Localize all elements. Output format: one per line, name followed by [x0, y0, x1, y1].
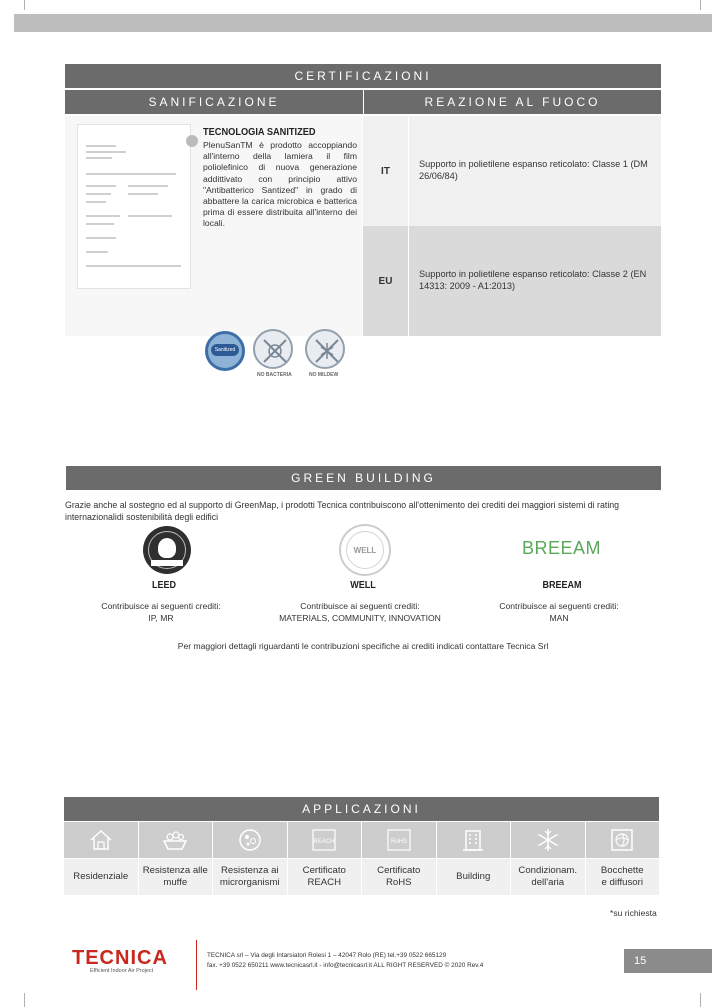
application-label-diffusers: Bocchette e diffusori [586, 859, 660, 895]
snowflake-icon [511, 822, 586, 858]
diffuser-icon [586, 822, 660, 858]
certifications-section [65, 64, 661, 378]
applications-label-row [64, 859, 659, 895]
on-request-note: *su richiesta [610, 908, 657, 918]
leed-credits [61, 600, 261, 624]
fire-row-description: Supporto in polietilene espanso reticolato: Classe 2 (EN 14313: 2009 - A1:2013) [419, 269, 647, 291]
leed-logo-icon [143, 526, 191, 574]
building-icon [437, 822, 512, 858]
breeam-name: BREEAM [542, 580, 582, 591]
certifications-title: CERTIFICAZIONI [65, 64, 661, 88]
rohs-icon-text: RoHS [390, 839, 407, 845]
applications-icon-row [64, 822, 659, 858]
green-building-footnote: Per maggiori dettagli riguardanti le contribuzioni specifiche ai crediti indicati contattare Tecnica Srl [177, 641, 549, 651]
reach-icon [288, 822, 363, 858]
crop-mark [24, 993, 25, 1007]
no-bacteria-icon [253, 329, 293, 369]
crop-mark [700, 993, 701, 1007]
breeam-logo: BREEAM [522, 538, 602, 558]
applications-title: APPLICAZIONI [64, 797, 659, 821]
application-label-rohs: Certificato RoHS [362, 859, 437, 895]
fire-row-description: Supporto in polietilene espanso reticolato: Classe 1 (DM 26/06/84) [419, 159, 648, 181]
well-logo-icon [339, 524, 391, 576]
mold-icon [139, 822, 214, 858]
credits-label: Contribuisce ai seguenti crediti: [499, 601, 619, 611]
crop-mark [24, 0, 25, 10]
application-label-reach: Certificato REACH [288, 859, 363, 895]
credits-value: MATERIALS, COMMUNITY, INNOVATION [279, 613, 441, 623]
application-label-residential: Residenziale [64, 859, 139, 895]
crop-mark [700, 0, 701, 10]
footer-contacts: fax. +39 0522 650211 www.tecnicasrl.it - info@tecnicasrl.it ALL RIGHT RESERVED © 2020 Rev.4 [207, 962, 484, 969]
certificate-logo-icon [186, 135, 198, 147]
tecnica-logo: TECNICA [72, 947, 168, 969]
reach-icon-text: REACH [313, 839, 335, 845]
well-name: WELL [350, 580, 376, 591]
green-building-title: GREEN BUILDING [66, 466, 661, 490]
no-mildew-label: NO MILDEW [309, 372, 339, 378]
fire-row-it [363, 116, 661, 226]
sanitized-badge-icon [205, 331, 245, 371]
breeam-credits [459, 600, 659, 624]
sanitization-header: SANIFICAZIONE [65, 90, 363, 114]
house-icon [64, 822, 139, 858]
credits-label: Contribuisce ai seguenti crediti: [101, 601, 221, 611]
footer-address: TECNICA srl – Via degli Intarsiatori Rolesi 1 – 42047 Rolo (RE) tel.+39 0522 665129 [207, 952, 447, 959]
top-bar [14, 14, 712, 32]
footer-divider [196, 940, 197, 990]
no-mildew-icon [305, 329, 345, 369]
credits-value: MAN [549, 613, 569, 623]
credits-value: IP, MR [148, 613, 174, 623]
fire-reaction-header: REAZIONE AL FUOCO [363, 90, 661, 114]
credits-label: Contribuisce ai seguenti crediti: [300, 601, 420, 611]
certificate-document-image [77, 124, 191, 289]
sanitized-title: TECNOLOGIA SANITIZED [203, 126, 316, 138]
application-label-mold-resistance: Resistenza alle muffe [139, 859, 214, 895]
rohs-icon [362, 822, 437, 858]
well-credits [260, 600, 460, 624]
tecnica-tagline: Efficient Indoor Air Project [90, 968, 154, 974]
fire-row-code: IT [363, 116, 409, 226]
microorganism-icon [213, 822, 288, 858]
fire-row-eu [363, 226, 661, 336]
sanitization-panel [65, 116, 362, 378]
application-label-microorganism-resistance: Resistenza ai microrganismi [213, 859, 288, 895]
page-number: 15 [624, 949, 712, 973]
leed-name: LEED [151, 580, 176, 591]
sanitized-badge-label: Sanitized [211, 344, 239, 356]
application-label-building: Building [437, 859, 512, 895]
well-logo-text: WELL [346, 531, 384, 569]
no-bacteria-label: NO BACTERIA [257, 372, 292, 378]
green-building-intro: Grazie anche al sostegno ed al supporto di GreenMap, i prodotti Tecnica contribuiscono all'ottenimento dei crediti dei maggiori sistemi di rating internazionalidi sostenibilità degli edifici [65, 500, 620, 522]
fire-row-code: EU [363, 226, 409, 336]
sanitized-description: PlenuSanTM è prodotto accoppiando all'interno della lamiera il film poliolefinico di nuova generazione addittivato con principio attivo "Antibatterico Santized" in grado di abbattere la carica microbica e batterica prima di essere distribuita all'interno dei locali. [203, 140, 357, 229]
application-label-air-conditioning: Condizionam. dell'aria [511, 859, 586, 895]
